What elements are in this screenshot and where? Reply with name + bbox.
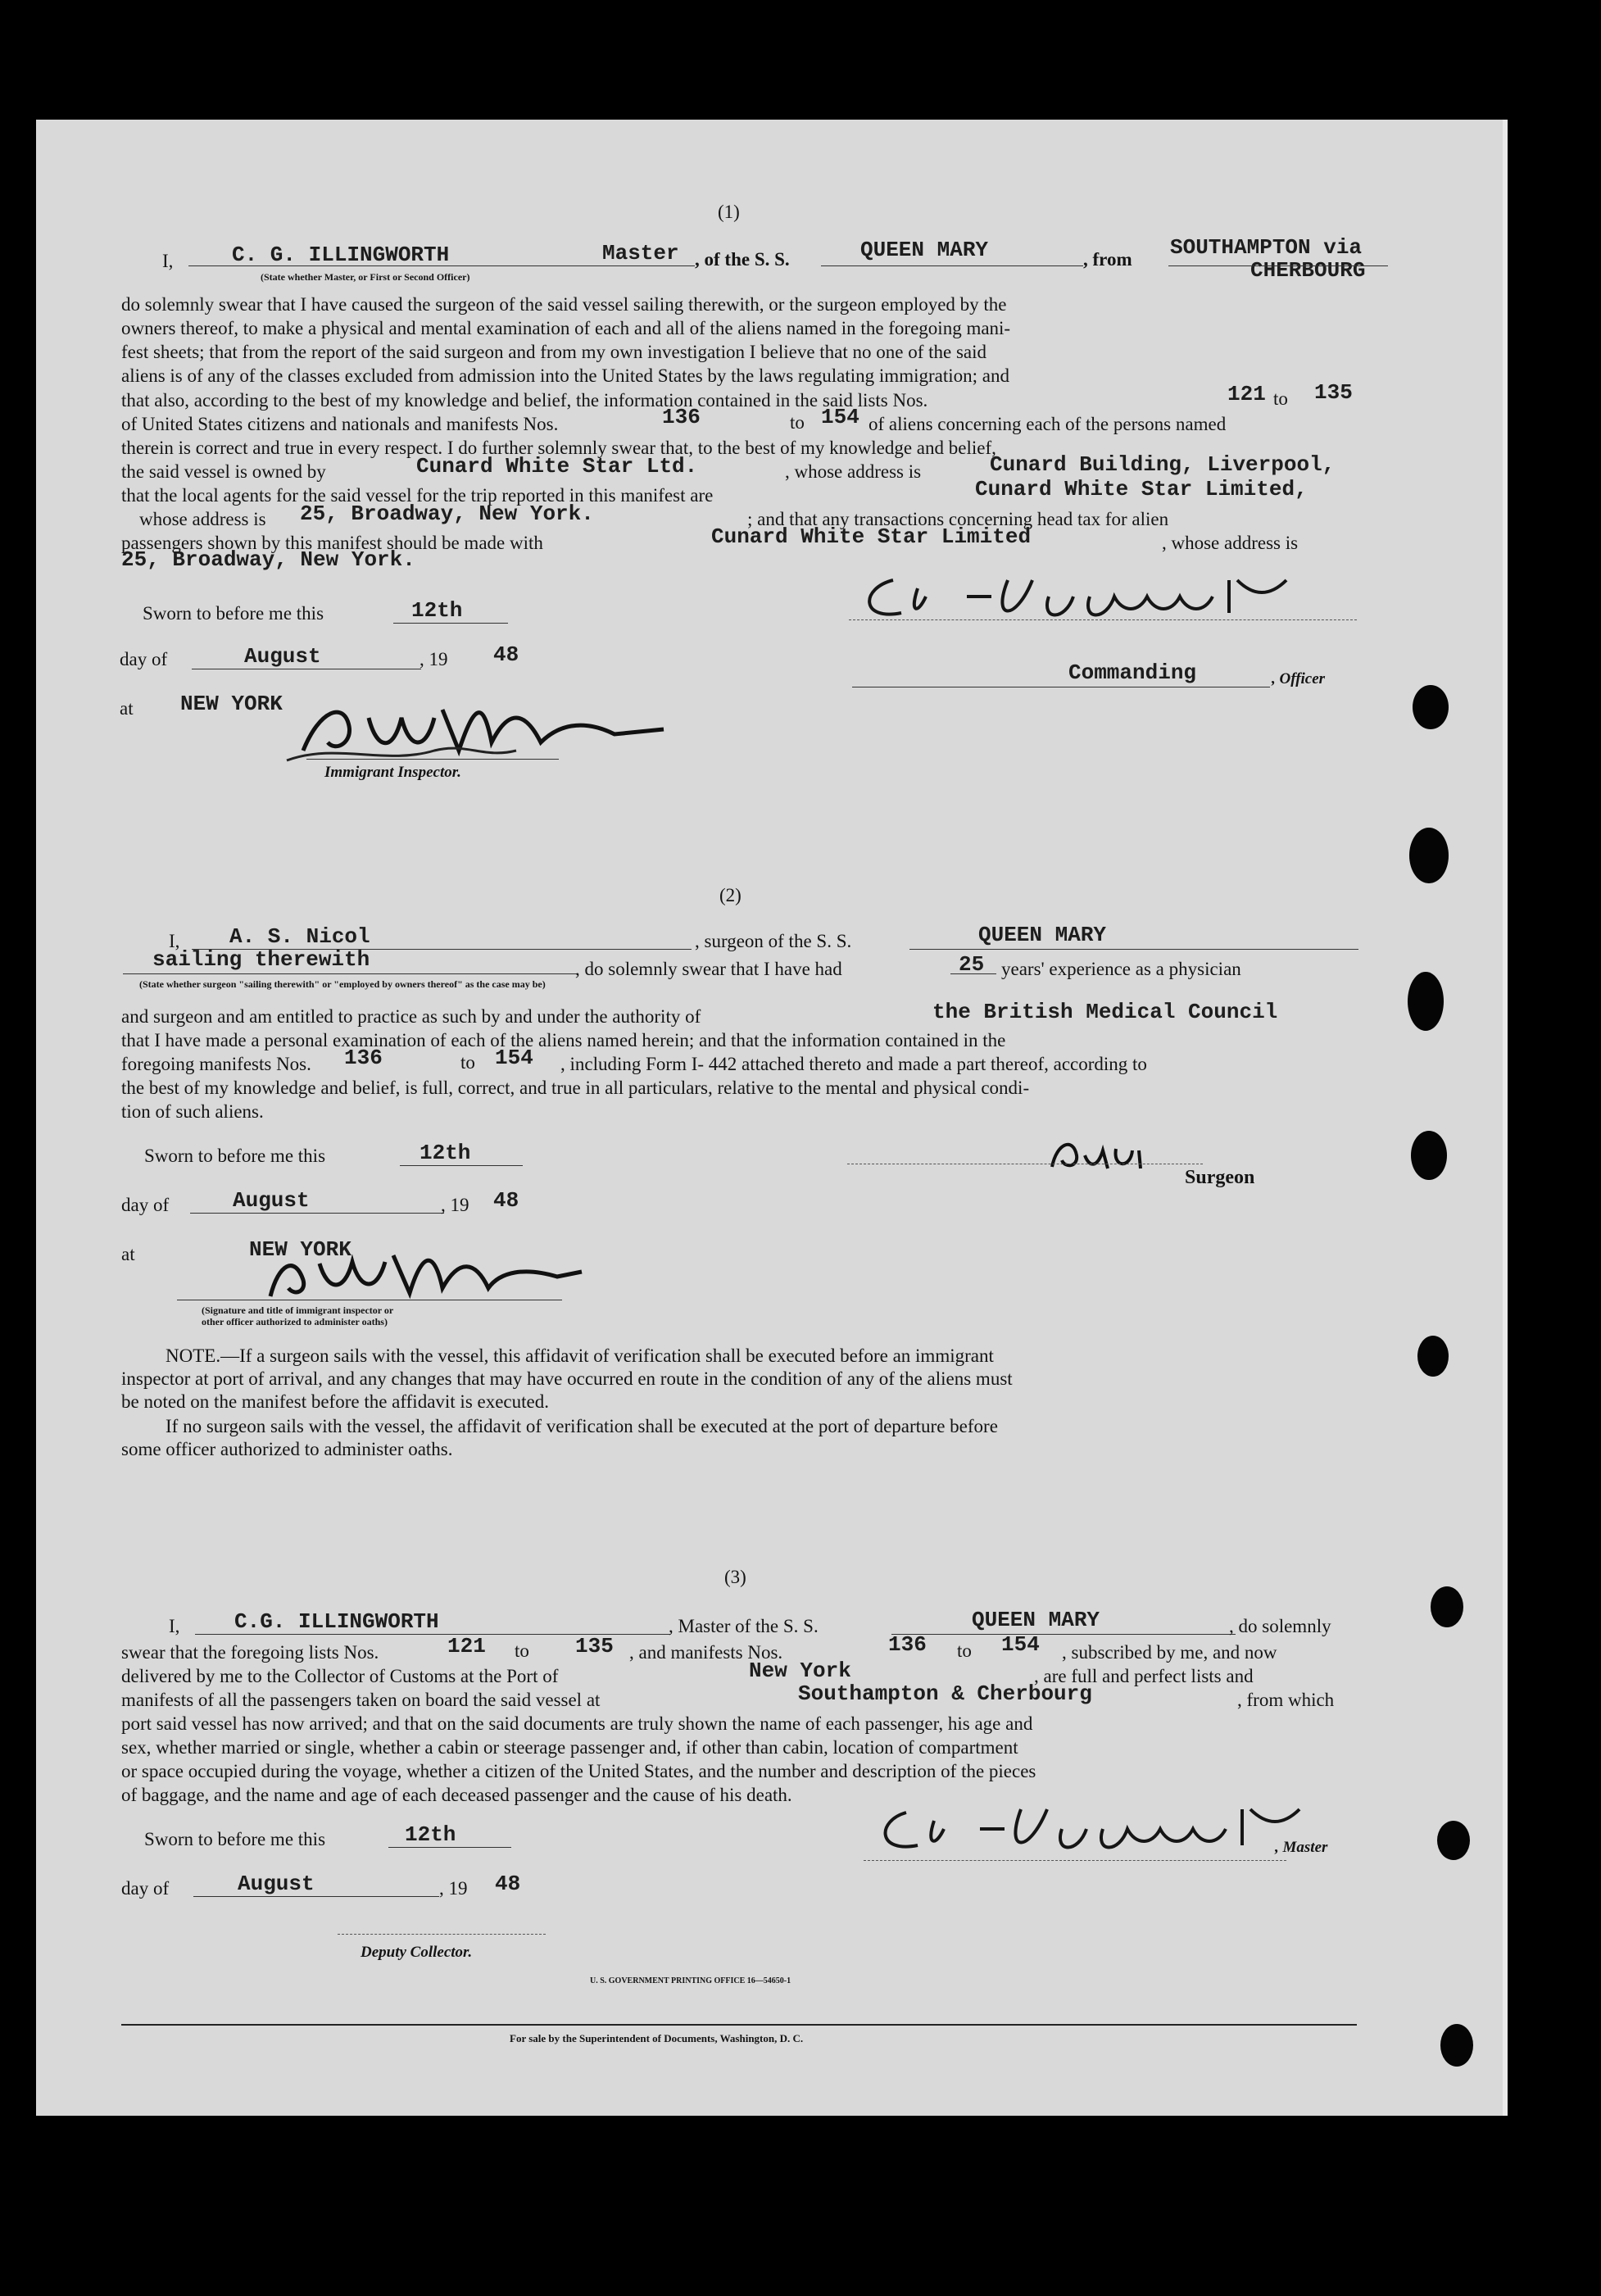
years: 25 — [959, 952, 985, 977]
oath-line-1: do solemnly swear that I have caused the surgeon of the said vessel sailing therewith, or the surgeon employed by the — [121, 294, 1007, 315]
manifest-from-3: 136 — [888, 1632, 927, 1657]
subscribed-label: , subscribed by me, and now — [1062, 1642, 1277, 1663]
headtax-agent: Cunard White Star Limited — [711, 524, 1032, 549]
signature-note-2: other officer authorized to administer oaths) — [202, 1316, 388, 1327]
lists-from-3: 121 — [447, 1634, 486, 1658]
collector-label: Deputy Collector. — [361, 1944, 473, 1961]
solemnly-label: , do solemnly — [1229, 1616, 1331, 1636]
owner: Cunard White Star Ltd. — [416, 454, 698, 479]
inspector-line — [306, 759, 559, 760]
rank: Master — [602, 241, 679, 265]
year-prefix-3: , 19 — [439, 1878, 468, 1899]
belief-line: the best of my knowledge and belief, is full, correct, and true in all particulars, relative to the mental and physical condi- — [121, 1078, 1030, 1098]
manifest-to-2: 154 — [495, 1046, 533, 1070]
year-prefix: , 19 — [420, 649, 448, 669]
years-underline — [950, 973, 996, 974]
manifest-to-label: to — [790, 412, 805, 433]
manifest-from-2: 136 — [344, 1046, 383, 1070]
officer-label: , Officer — [1272, 670, 1326, 687]
sworn-day-3: 12th — [405, 1822, 456, 1847]
lists-text: that also, according to the best of my knowledge and belief, the information contained in the said lists Nos. — [121, 390, 928, 411]
month-underline-3 — [193, 1896, 439, 1897]
footer-rule — [121, 2024, 1357, 2026]
headtax-label: ; and that any transactions concerning head tax for alien — [747, 509, 1169, 529]
full-label: , are full and perfect lists and — [1034, 1666, 1254, 1686]
agents-address: 25, Broadway, New York. — [300, 501, 594, 526]
headtax-address: 25, Broadway, New York. — [121, 547, 415, 572]
agents-address-label: whose address is — [139, 509, 266, 529]
inspector-signature — [270, 693, 696, 767]
master-sig-line — [849, 619, 1357, 620]
day-of-label-2: day of — [121, 1195, 170, 1215]
master-name: C. G. ILLINGWORTH — [232, 243, 450, 267]
tion-line: tion of such aliens. — [121, 1101, 264, 1122]
manifest-from: 136 — [662, 405, 701, 429]
punch-hole — [1437, 1821, 1470, 1860]
oath-line-3: fest sheets; that from the report of the said surgeon and from my own investigation I believe that no one of the said — [121, 342, 987, 362]
from-port-2: CHERBOURG — [1250, 258, 1366, 283]
inspector-label: Immigrant Inspector. — [324, 764, 461, 781]
body-line-3-1: port said vessel has now arrived; and that on the said documents are truly shown the name of each passenger, his age and — [121, 1713, 1033, 1734]
i-label: I, — [169, 1616, 180, 1636]
oath-line-4: aliens is of any of the classes excluded from admission into the United States by the laws regulating immigration; and — [121, 365, 1009, 386]
year-suffix-2: 48 — [493, 1188, 519, 1213]
sworn-day-underline — [393, 623, 508, 624]
from-underline — [1168, 265, 1388, 266]
port: New York — [749, 1658, 851, 1683]
sworn-day-2: 12th — [420, 1141, 471, 1165]
ship-name-3: QUEEN MARY — [972, 1608, 1100, 1632]
from-port-1: SOUTHAMPTON via — [1170, 235, 1363, 260]
day-of-label-3: day of — [121, 1878, 170, 1899]
manifest-to-3: 154 — [1001, 1632, 1040, 1657]
year-suffix-3: 48 — [495, 1872, 521, 1896]
sworn-day-underline-2 — [400, 1165, 523, 1166]
master-signature-3 — [865, 1788, 1308, 1862]
oath-line-2: owners thereof, to make a physical and mental examination of each and all of the aliens named in the foregoing mani- — [121, 318, 1011, 338]
owned-label: the said vessel is owned by — [121, 461, 326, 482]
manifests-label: foregoing manifests Nos. — [121, 1054, 311, 1074]
section-1-number: (1) — [718, 202, 740, 222]
surgeon-label: Surgeon — [1185, 1167, 1255, 1188]
punch-hole — [1417, 1336, 1449, 1377]
i-label: I, — [169, 931, 180, 951]
month: August — [244, 644, 321, 669]
month-underline-2 — [190, 1213, 444, 1214]
punch-hole — [1409, 828, 1449, 883]
surgeon-name: A. S. Nicol — [229, 924, 370, 949]
years-label: years' experience as a physician — [1001, 959, 1241, 979]
body-line-3-2: sex, whether married or single, whether a cabin or steerage passenger and, if other than cabin, location of compartment — [121, 1737, 1018, 1758]
swear-label: , do solemnly swear that I have had — [575, 959, 842, 979]
body-line-3-3: or space occupied during the voyage, whether a citizen of the United States, and the number and description of the pieces — [121, 1761, 1036, 1781]
month-2: August — [233, 1188, 310, 1213]
ship-name: QUEEN MARY — [860, 238, 989, 262]
section-2-number: (2) — [719, 885, 742, 905]
officer-title: Commanding — [1068, 660, 1197, 685]
name-underline — [188, 265, 695, 266]
boarding: Southampton & Cherbourg — [798, 1681, 1092, 1706]
agents-label: that the local agents for the said vessel for the trip reported in this manifest are — [121, 485, 714, 506]
place: NEW YORK — [180, 692, 283, 716]
agents: Cunard White Star Limited, — [975, 477, 1308, 501]
authority: the British Medical Council — [932, 1000, 1278, 1024]
year-suffix: 48 — [493, 642, 519, 667]
punch-hole — [1411, 1131, 1447, 1180]
manifests-label-3: , and manifests Nos. — [629, 1642, 783, 1663]
signature-note-1: (Signature and title of immigrant inspector or — [202, 1305, 394, 1316]
section-3-number: (3) — [724, 1567, 746, 1587]
swear-label-3: swear that the foregoing lists Nos. — [121, 1642, 379, 1663]
printing-office: U. S. GOVERNMENT PRINTING OFFICE 16—54650-1 — [590, 1976, 791, 1985]
year-prefix-2: , 19 — [441, 1195, 469, 1215]
note-line-3: be noted on the manifest before the affidavit is executed. — [121, 1391, 549, 1412]
lists-from: 121 — [1227, 382, 1266, 406]
from-which-label: , from which — [1237, 1690, 1335, 1710]
form-label: , including Form I- 442 attached thereto and made a part thereof, according to — [560, 1054, 1147, 1074]
at-label-2: at — [121, 1244, 135, 1264]
ship-name-2: QUEEN MARY — [978, 923, 1107, 947]
lists-to-3: 135 — [575, 1634, 614, 1658]
sworn-day-underline-3 — [388, 1847, 511, 1848]
note-line-2: inspector at port of arrival, and any changes that may have occurred en route in the condition of any of the aliens must — [121, 1368, 1013, 1389]
note-line-1: NOTE.—If a surgeon sails with the vessel, this affidavit of verification shall be executed before an immigrant — [166, 1345, 994, 1366]
punch-hole — [1413, 685, 1449, 729]
note-line-4: If no surgeon sails with the vessel, the affidavit of verification shall be executed at the port of departure before — [166, 1416, 998, 1436]
rank-note: (State whether Master, or First or Second Officer) — [261, 271, 470, 283]
to-label-3a: to — [515, 1640, 529, 1661]
ship-underline-3 — [891, 1634, 1236, 1635]
ship-underline — [821, 265, 1083, 266]
ship-underline-2 — [909, 949, 1358, 950]
collector-line — [338, 1934, 546, 1935]
month-3: August — [238, 1872, 315, 1896]
master-label: , Master — [1275, 1839, 1328, 1856]
citizens-text-end: of aliens concerning each of the persons named — [869, 414, 1227, 434]
manifests-of-label: manifests of all the passengers taken on board the said vessel at — [121, 1690, 601, 1710]
to-label-3b: to — [957, 1640, 972, 1661]
surgeon-signature — [1041, 1131, 1172, 1180]
sale-note: For sale by the Superintendent of Documents, Washington, D. C. — [510, 2032, 804, 2044]
sailing-status: sailing therewith — [152, 947, 370, 972]
headtax-address-label: , whose address is — [1162, 533, 1299, 553]
master-of-label: , Master of the S. S. — [669, 1616, 819, 1636]
master-name-3: C.G. ILLINGWORTH — [234, 1609, 439, 1634]
manifest-to: 154 — [821, 405, 859, 429]
lists-to-label: to — [1273, 388, 1288, 409]
sworn-label-2: Sworn to before me this — [144, 1146, 326, 1166]
at-label: at — [120, 698, 134, 719]
body-line-3-4: of baggage, and the name and age of each deceased passenger and the cause of his death. — [121, 1785, 792, 1805]
surgeon-of-label: , surgeon of the S. S. — [695, 931, 852, 951]
sworn-label: Sworn to before me this — [143, 603, 324, 624]
delivered-label: delivered by me to the Collector of Customs at the Port of — [121, 1666, 559, 1686]
place-2: NEW YORK — [249, 1237, 351, 1262]
citizens-text: of United States citizens and nationals and manifests Nos. — [121, 414, 559, 434]
correct-line: therein is correct and true in every respect. I do further solemnly swear that, to the best of my knowledge and belief, — [121, 438, 996, 458]
exam-line: that I have made a personal examination of each of the aliens named herein; and that the information contained in the — [121, 1030, 1006, 1050]
punch-hole — [1408, 972, 1444, 1031]
inspector-signature-2 — [246, 1239, 590, 1305]
sailing-underline — [123, 973, 577, 974]
of-ss-label: , of the S. S. — [695, 249, 790, 270]
note-line-5: some officer authorized to administer oaths. — [121, 1439, 453, 1459]
sailing-note: (State whether surgeon "sailing therewith" or "employed by owners thereof" as the case may be) — [139, 978, 546, 990]
sworn-label-3: Sworn to before me this — [144, 1829, 326, 1849]
authority-label: and surgeon and am entitled to practice as such by and under the authority of — [121, 1006, 701, 1027]
owner-address: Cunard Building, Liverpool, — [990, 452, 1336, 477]
punch-hole — [1431, 1586, 1463, 1627]
sworn-day: 12th — [411, 598, 463, 623]
i-label: I, — [162, 251, 174, 271]
day-of-label: day of — [120, 649, 168, 669]
from-label: , from — [1083, 249, 1132, 270]
owner-address-label: , whose address is — [785, 461, 922, 482]
to-label-2: to — [460, 1052, 475, 1073]
lists-to: 135 — [1314, 380, 1353, 405]
punch-hole — [1440, 2024, 1473, 2067]
passengers-label: passengers shown by this manifest should be made with — [121, 533, 543, 553]
master-sig-line-3 — [864, 1860, 1286, 1861]
